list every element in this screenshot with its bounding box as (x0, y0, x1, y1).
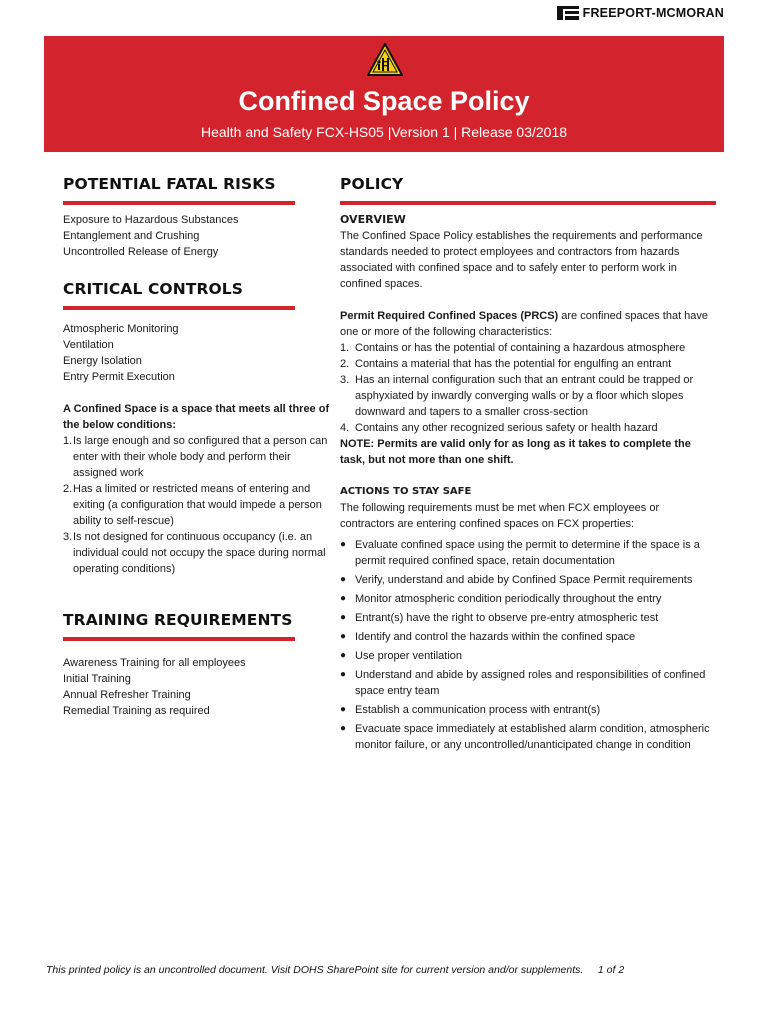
definition-conditions-list (63, 433, 333, 577)
confined-space-definition: A Confined Space is a space that meets all three of the below conditions: (63, 403, 330, 431)
list-item: 1. Contains or has the potential of containing a hazardous atmosphere (340, 342, 686, 354)
brand-name: FREEPORT-MCMORAN (582, 6, 724, 20)
bullet-icon: ● (340, 631, 347, 642)
list-item: 4. Contains any other recognized serious safety or health hazard (340, 422, 658, 434)
list-item: ● Entrant(s) have the right to observe pre-entry atmospheric test (340, 612, 659, 624)
list-item: Remedial Training as required (63, 705, 210, 717)
page-subtitle: Health and Safety FCX-HS05 |Version 1 | Release 03/2018 (200, 124, 568, 140)
fatal-risks-list (63, 212, 295, 260)
actions-list (340, 537, 716, 753)
fatal-risks-heading: POTENTIAL FATAL RISKS (63, 175, 276, 193)
confined-space-warning-icon (367, 43, 403, 77)
page-title: Confined Space Policy (238, 86, 530, 116)
bullet-icon: ● (340, 539, 347, 550)
list-item: ● Monitor atmospheric condition periodically throughout the entry (340, 593, 662, 605)
list-item: 2. Contains a material that has the potential for engulfing an entrant (340, 358, 672, 370)
policy-heading: POLICY (340, 175, 404, 193)
critical-controls-list (63, 321, 295, 385)
title-banner (44, 36, 724, 152)
actions-intro: The following requirements must be met when FCX employees or contractors are entering confined spaces on FCX properties: (340, 502, 660, 530)
critical-controls-heading: CRITICAL CONTROLS (63, 280, 244, 298)
training-list (63, 655, 295, 719)
company-logo (557, 6, 724, 20)
list-item: Uncontrolled Release of Energy (63, 246, 219, 258)
list-item: Ventilation (63, 339, 114, 351)
list-item: 2. Has a limited or restricted means of entering and exiting (a configuration that would impede a person ability to self-rescue) (63, 483, 322, 527)
section-rule (63, 306, 295, 310)
page-number: 1 of 2 (597, 964, 625, 976)
section-rule (340, 201, 716, 205)
list-item: Energy Isolation (63, 355, 142, 367)
page-footer (46, 964, 624, 976)
list-item: Atmospheric Monitoring (63, 323, 179, 335)
bullet-icon: ● (340, 723, 347, 734)
prcs-intro: Permit Required Confined Spaces (PRCS) are confined spaces that have one or more of the following characteristics: (340, 310, 709, 338)
list-item: ● Use proper ventilation (340, 650, 463, 662)
list-item: Exposure to Hazardous Substances (63, 214, 239, 226)
list-item: ● Identify and control the hazards within the confined space (340, 631, 636, 643)
left-column (63, 174, 330, 719)
list-item: Entanglement and Crushing (63, 230, 200, 242)
list-item: ● Verify, understand and abide by Confined Space Permit requirements (340, 574, 693, 586)
list-item: ● Evaluate confined space using the permit to determine if the space is a permit required confined space, retain documentation (340, 539, 700, 567)
bullet-icon: ● (340, 650, 347, 661)
list-item: ● Understand and abide by assigned roles and responsibilities of confined space entry team (340, 669, 706, 697)
list-item: Entry Permit Execution (63, 371, 175, 383)
list-item: ● Evacuate space immediately at established alarm condition, atmospheric monitor failure, or any uncontrolled/unanticipated change in condition (340, 723, 710, 751)
list-item: Initial Training (63, 673, 131, 685)
overview-text: The Confined Space Policy establishes the requirements and performance standards needed to protect employees and contractors from hazards associated with confined space and to safely enter to perform work in confined spaces. (340, 230, 703, 290)
bullet-icon: ● (340, 612, 347, 623)
section-rule (63, 637, 295, 641)
section-rule (63, 201, 295, 205)
fcx-logo-icon (557, 6, 579, 20)
permit-note: NOTE: Permits are valid only for as long as it takes to complete the task, but not more than one shift. (340, 438, 691, 466)
list-item: ● Establish a communication process with entrant(s) (340, 704, 601, 716)
overview-heading: OVERVIEW (340, 213, 406, 226)
list-item: 3. Has an internal configuration such that an entrant could be trapped or asphyxiated by inwardly converging walls or by a floor which slopes downward and tapers to a smaller cross-section (340, 374, 694, 418)
bullet-icon: ● (340, 574, 347, 585)
footer-note: This printed policy is an uncontrolled document. Visit DOHS SharePoint site for current version and/or supplements. (46, 964, 584, 976)
list-item: 1. Is large enough and so configured that a person can enter with their whole body and perform their assigned work (63, 435, 328, 479)
list-item: Annual Refresher Training (63, 689, 191, 701)
prcs-list (340, 340, 716, 436)
bullet-icon: ● (340, 669, 347, 680)
training-heading: TRAINING REQUIREMENTS (63, 611, 293, 629)
bullet-icon: ● (340, 704, 347, 715)
list-item: 3. Is not designed for continuous occupancy (i.e. an individual could not occupy the space during normal operating conditions) (63, 531, 326, 575)
bullet-icon: ● (340, 593, 347, 604)
list-item: Awareness Training for all employees (63, 657, 246, 669)
actions-heading: ACTIONS TO STAY SAFE (340, 486, 472, 497)
right-column (340, 174, 716, 756)
